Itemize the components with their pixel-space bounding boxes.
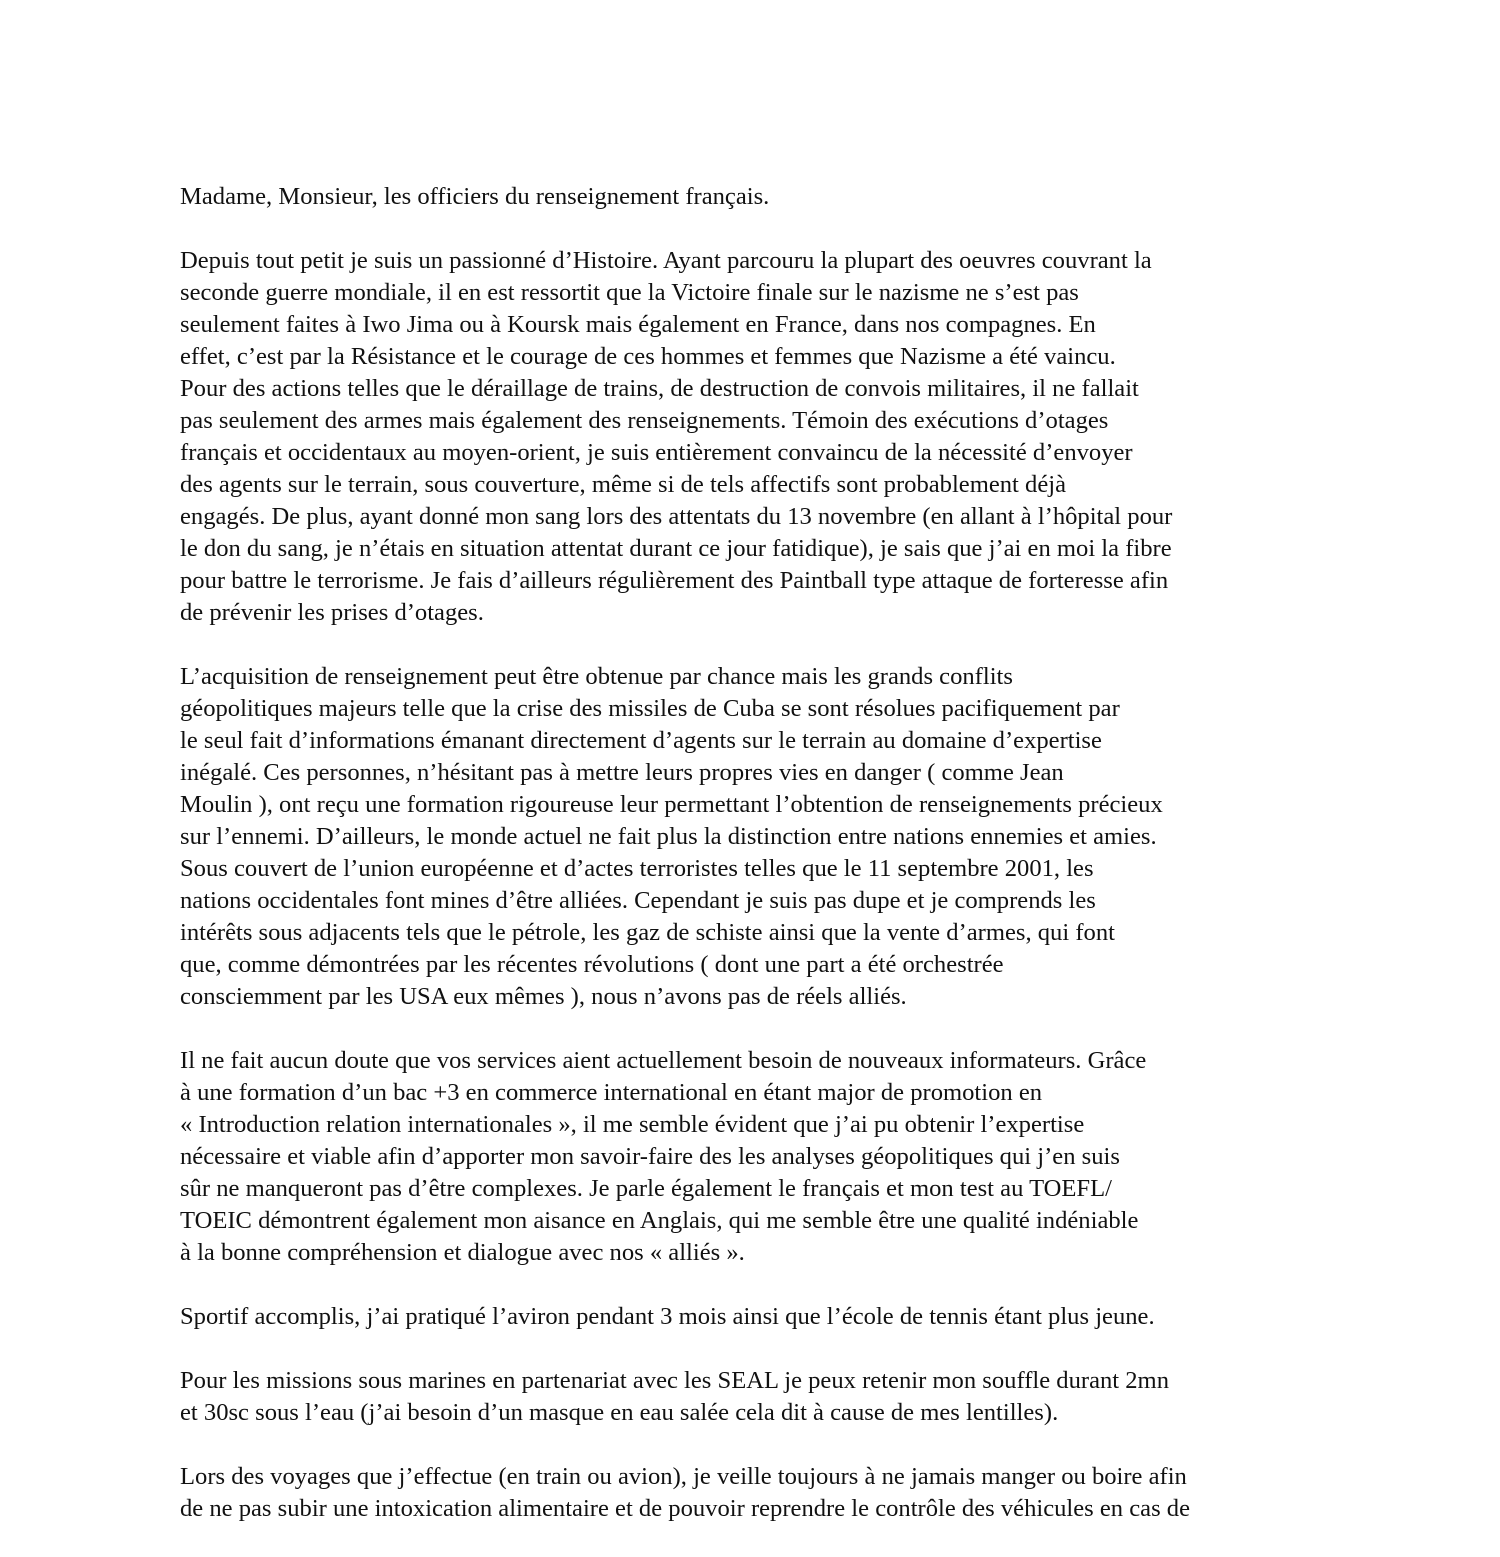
text-line: à la bonne compréhension et dialogue avec nos « alliés ». xyxy=(180,1239,745,1266)
text-line: Sous couvert de l’union européenne et d’actes terroristes telles que le 11 septembre 2001, les xyxy=(180,855,1094,882)
text-line: sûr ne manqueront pas d’être complexes. Je parle également le français et mon test au TOEFL/ xyxy=(180,1175,1112,1202)
text-line: des agents sur le terrain, sous couverture, même si de tels affectifs sont probablement déjà xyxy=(180,471,1066,498)
text-line: effet, c’est par la Résistance et le courage de ces hommes et femmes que Nazisme a été vaincu. xyxy=(180,343,1116,370)
text-line: Depuis tout petit je suis un passionné d’Histoire. Ayant parcouru la plupart des oeuvres couvrant la xyxy=(180,247,1152,274)
text-line: le don du sang, je n’étais en situation attentat durant ce jour fatidique), je sais que j’ai en moi la fibre xyxy=(180,535,1172,562)
paragraph xyxy=(180,245,1320,629)
text-line: le seul fait d’informations émanant directement d’agents sur le terrain au domaine d’expertise xyxy=(180,727,1102,754)
text-line: de prévenir les prises d’otages. xyxy=(180,599,484,626)
text-line: seulement faites à Iwo Jima ou à Koursk mais également en France, dans nos compagnes. En xyxy=(180,311,1096,338)
text-line: nations occidentales font mines d’être alliées. Cependant je suis pas dupe et je comprends les xyxy=(180,887,1096,914)
paragraph xyxy=(180,1461,1320,1525)
text-line: « Introduction relation internationales », il me semble évident que j’ai pu obtenir l’expertise xyxy=(180,1111,1085,1138)
text-line: intérêts sous adjacents tels que le pétrole, les gaz de schiste ainsi que la vente d’armes, qui font xyxy=(180,919,1115,946)
text-line: que, comme démontrées par les récentes révolutions ( dont une part a été orchestrée xyxy=(180,951,1004,978)
paragraph xyxy=(180,661,1320,1013)
salutation xyxy=(180,181,1320,213)
paragraph-list xyxy=(180,245,1320,1525)
text-line: Madame, Monsieur, les officiers du renseignement français. xyxy=(180,183,770,210)
text-line: L’acquisition de renseignement peut être obtenue par chance mais les grands conflits xyxy=(180,663,1013,690)
text-line: engagés. De plus, ayant donné mon sang lors des attentats du 13 novembre (en allant à l’hôpital pour xyxy=(180,503,1173,530)
text-line: Pour les missions sous marines en partenariat avec les SEAL je peux retenir mon souffle durant 2mn xyxy=(180,1367,1169,1394)
paragraph xyxy=(180,1045,1320,1269)
text-line: inégalé. Ces personnes, n’hésitant pas à mettre leurs propres vies en danger ( comme Jean xyxy=(180,759,1064,786)
text-line: Lors des voyages que j’effectue (en train ou avion), je veille toujours à ne jamais manger ou boire afin xyxy=(180,1463,1187,1490)
text-line: sur l’ennemi. D’ailleurs, le monde actuel ne fait plus la distinction entre nations ennemies et amies. xyxy=(180,823,1157,850)
text-line: pas seulement des armes mais également des renseignements. Témoin des exécutions d’otages xyxy=(180,407,1109,434)
text-line: nécessaire et viable afin d’apporter mon savoir-faire des les analyses géopolitiques qui j’en suis xyxy=(180,1143,1120,1170)
letter-body xyxy=(180,181,1320,1557)
text-line: TOEIC démontrent également mon aisance en Anglais, qui me semble être une qualité indéniable xyxy=(180,1207,1139,1234)
text-line: de ne pas subir une intoxication alimentaire et de pouvoir reprendre le contrôle des véhicules en cas de xyxy=(180,1495,1191,1522)
paragraph xyxy=(180,1301,1320,1333)
paragraph xyxy=(180,1365,1320,1429)
text-line: à une formation d’un bac +3 en commerce international en étant major de promotion en xyxy=(180,1079,1043,1106)
text-line: Moulin ), ont reçu une formation rigoureuse leur permettant l’obtention de renseignements précieux xyxy=(180,791,1163,818)
text-line: géopolitiques majeurs telle que la crise des missiles de Cuba se sont résolues pacifiquement par xyxy=(180,695,1120,722)
text-line: français et occidentaux au moyen-orient, je suis entièrement convaincu de la nécessité d’envoyer xyxy=(180,439,1133,466)
text-line: pour battre le terrorisme. Je fais d’ailleurs régulièrement des Paintball type attaque de forteresse afin xyxy=(180,567,1169,594)
text-line: Pour des actions telles que le déraillage de trains, de destruction de convois militaires, il ne fallait xyxy=(180,375,1139,402)
text-line: consciemment par les USA eux mêmes ), nous n’avons pas de réels alliés. xyxy=(180,983,907,1010)
text-line: et 30sc sous l’eau (j’ai besoin d’un masque en eau salée cela dit à cause de mes lentilles). xyxy=(180,1399,1059,1426)
text-line: seconde guerre mondiale, il en est ressortit que la Victoire finale sur le nazisme ne s’est pas xyxy=(180,279,1079,306)
text-line: Sportif accomplis, j’ai pratiqué l’aviron pendant 3 mois ainsi que l’école de tennis étant plus jeune. xyxy=(180,1303,1155,1330)
text-line: Il ne fait aucun doute que vos services aient actuellement besoin de nouveaux informateurs. Grâce xyxy=(180,1047,1147,1074)
